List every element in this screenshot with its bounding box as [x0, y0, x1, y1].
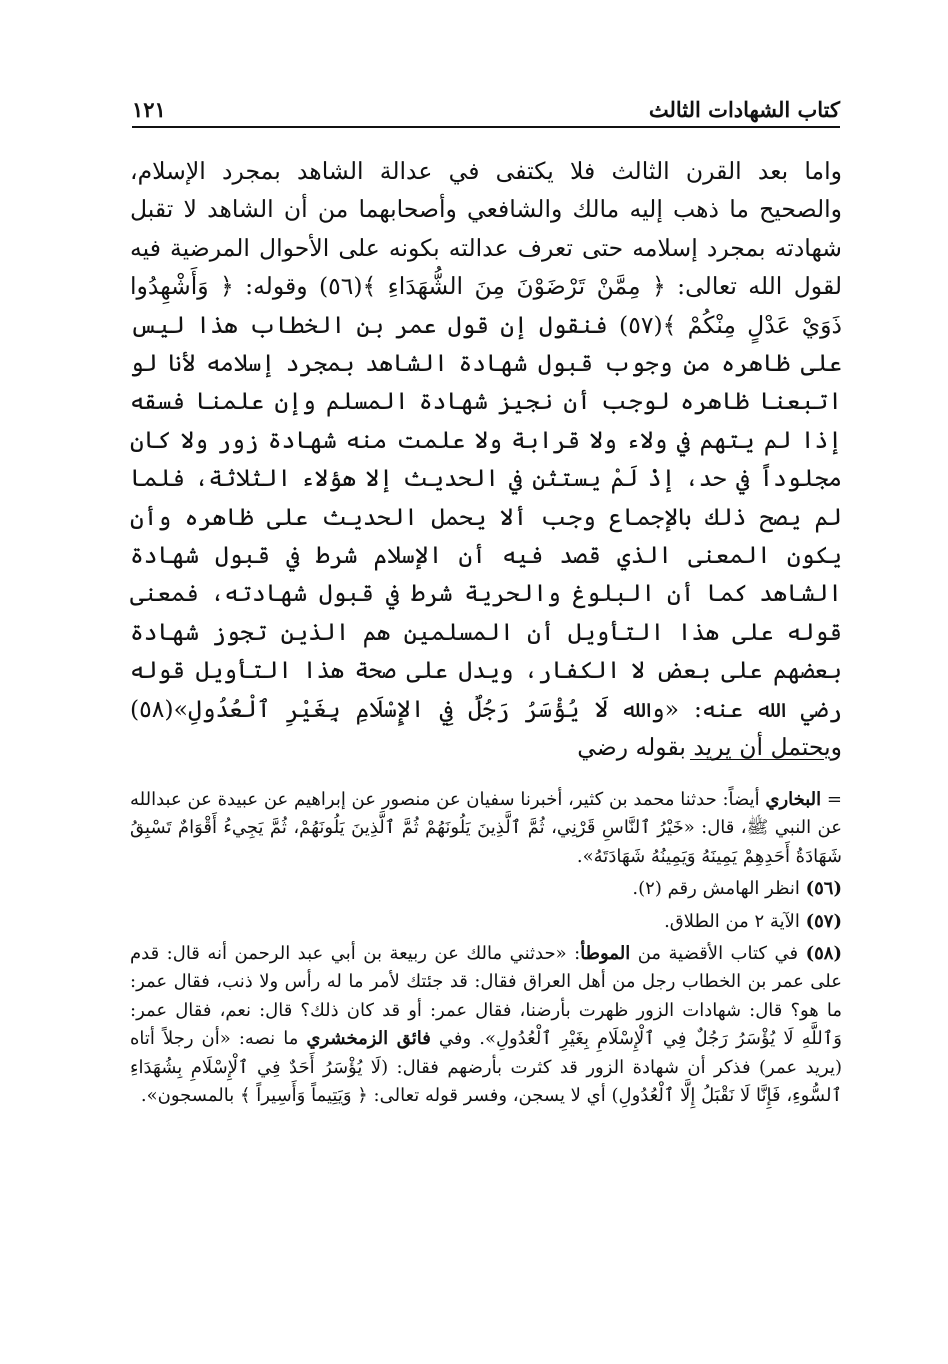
footnote-58	[130, 940, 842, 1110]
footnote-57-number: (٥٧)	[805, 910, 842, 932]
footnote-57-text: الآية ٢ من الطلاق.	[664, 910, 800, 932]
footnote-58-intro: في كتاب الأقضية من	[637, 943, 799, 965]
footnote-58-text-part2: ما نصه: «أن رجلاً أتاه (يريد عمر) فذكر أن شهادة الزور قد كثرت بأرضهم فقال: (لَا يُؤْسَرُ أَحَدٌ فِي ٱلْإِسْلَامِ بِشُهَدَاءِ ٱلسُّوءِ، فَإِنَّا لَا نَقْبَلُ إِلَّا ٱلْعُدُولِ) أي لا يسجن، وفسر قوله تعالى: ﴿ وَيَتِيماً وَأَسِيراً ﴾ بالمسجون».	[130, 1028, 842, 1107]
body-paragraph: واما بعد القرن الثالث فلا يكتفى في عدالة الشاهد بمجرد الإسلام، والصحيح ما ذهب إليه مالك والشافعي وأصحابهما من أن الشاهد لا تقبل شهادته بمجرد إسلامه حتى تعرف عدالته بكونه على الأحوال المرضية فيه لقول الله تعالى: ﴿ مِمَّنْ تَرْضَوْنَ مِنَ الشُّهَدَاءِ ﴾(٥٦) وقوله: ﴿ وَأَشْهِدُوا ذَوَيْ عَدْلٍ مِنْكُمْ ﴾(٥٧) فنقول إن قول عمر بن الخطاب هذا ليس على ظاهره من وجوب قبول شهادة الشاهد بمجرد إسلامه لأنا لو اتبعنا ظاهره لوجب أن نجيز شهادة المسلم وإن علمنا فسقه إذا لم يتهم في ولاء ولا قرابة ولا علمت منه شهادة زور ولا كان مجلوداً في حد، إذْ لَمْ يستثن في الحديث إلا هؤلاء الثلاثة، فلما لم يصح ذلك بالإجماع وجب ألا يحمل الحديث على ظاهره وأن يكون المعنى الذي قصد فيه أن الإسلام شرط في قبول شهادة الشاهد كما أن البلوغ والحرية شرط في قبول شهادته، فمعنى قوله على هذا التأويل أن المسلمين هم الذين تجوز شهادة بعضهم على بعض لا الكفار، ويدل على صحة هذا التأويل قوله رضي الله عنه: «والله لَا يُؤْسَرُ رَجُلٌ فِي الإِسْلَامِ بِغَيْرِ ٱلْعُدُولِ»(٥٨) ويحتمل أن يريد بقوله رضي	[130, 157, 842, 762]
footnote-58-number: (٥٨)	[805, 943, 842, 965]
footnote-57	[130, 908, 842, 936]
running-header	[132, 94, 840, 124]
footnote-separator	[690, 759, 824, 760]
footnote-58-text-part1: : «حدثني مالك عن ربيعة بن أبي عبد الرحمن أنه قال: قدم على عمر بن الخطاب رجل من أهل العراق فقال: قد جئتك لأمر ما له رأس ولا ذنب، فقال عمر: ما هو؟ قال: شهادات الزور ظهرت بأرضنا، فقال عمر: أو قد كان ذلك؟ قال: نعم، فقال عمر: وَٱللَّهِ لَا يُؤْسَرُ رَجُلٌ فِي ٱلْإِسْلَامِ بِغَيْرِ ٱلْعُدُولِ». وفي	[130, 943, 842, 1050]
footnote-continuation	[130, 786, 842, 871]
footnotes	[130, 786, 842, 1114]
continuation-marker: =	[826, 789, 842, 810]
main-text	[130, 152, 842, 767]
footnote-source-bukhari: البخاري	[765, 789, 822, 810]
footnote-continuation-text: أيضاً: حدثنا محمد بن كثير، أخبرنا سفيان عن منصور عن إبراهيم عن عبيدة عن عبدالله عن النبي ﷺ، قال: «خَيْرُ ٱلنَّاسِ قَرْنِي، ثُمَّ ٱلَّذِينَ يَلُونَهُمْ ثُمَّ ٱلَّذِينَ يَلُونَهُمْ، ثُمَّ يَجِيءُ أَقْوَامٌ تَسْبِقُ شَهَادَةُ أَحَدِهِمْ يَمِينَهُ وَيَمِينُهُ شَهَادَتَهُ».	[130, 789, 842, 867]
footnote-56-text: انظر الهامش رقم (٢).	[632, 878, 800, 900]
header-rule	[132, 126, 840, 128]
footnote-58-source-zamakhshari: فائق الزمخشري	[306, 1028, 431, 1050]
page-number: ١٢١	[132, 96, 166, 122]
footnote-56	[130, 875, 842, 903]
footnote-58-source-muwatta: الموطأ	[580, 943, 631, 965]
footnote-56-number: (٥٦)	[805, 878, 842, 900]
chapter-title: كتاب الشهادات الثالث	[648, 96, 840, 122]
